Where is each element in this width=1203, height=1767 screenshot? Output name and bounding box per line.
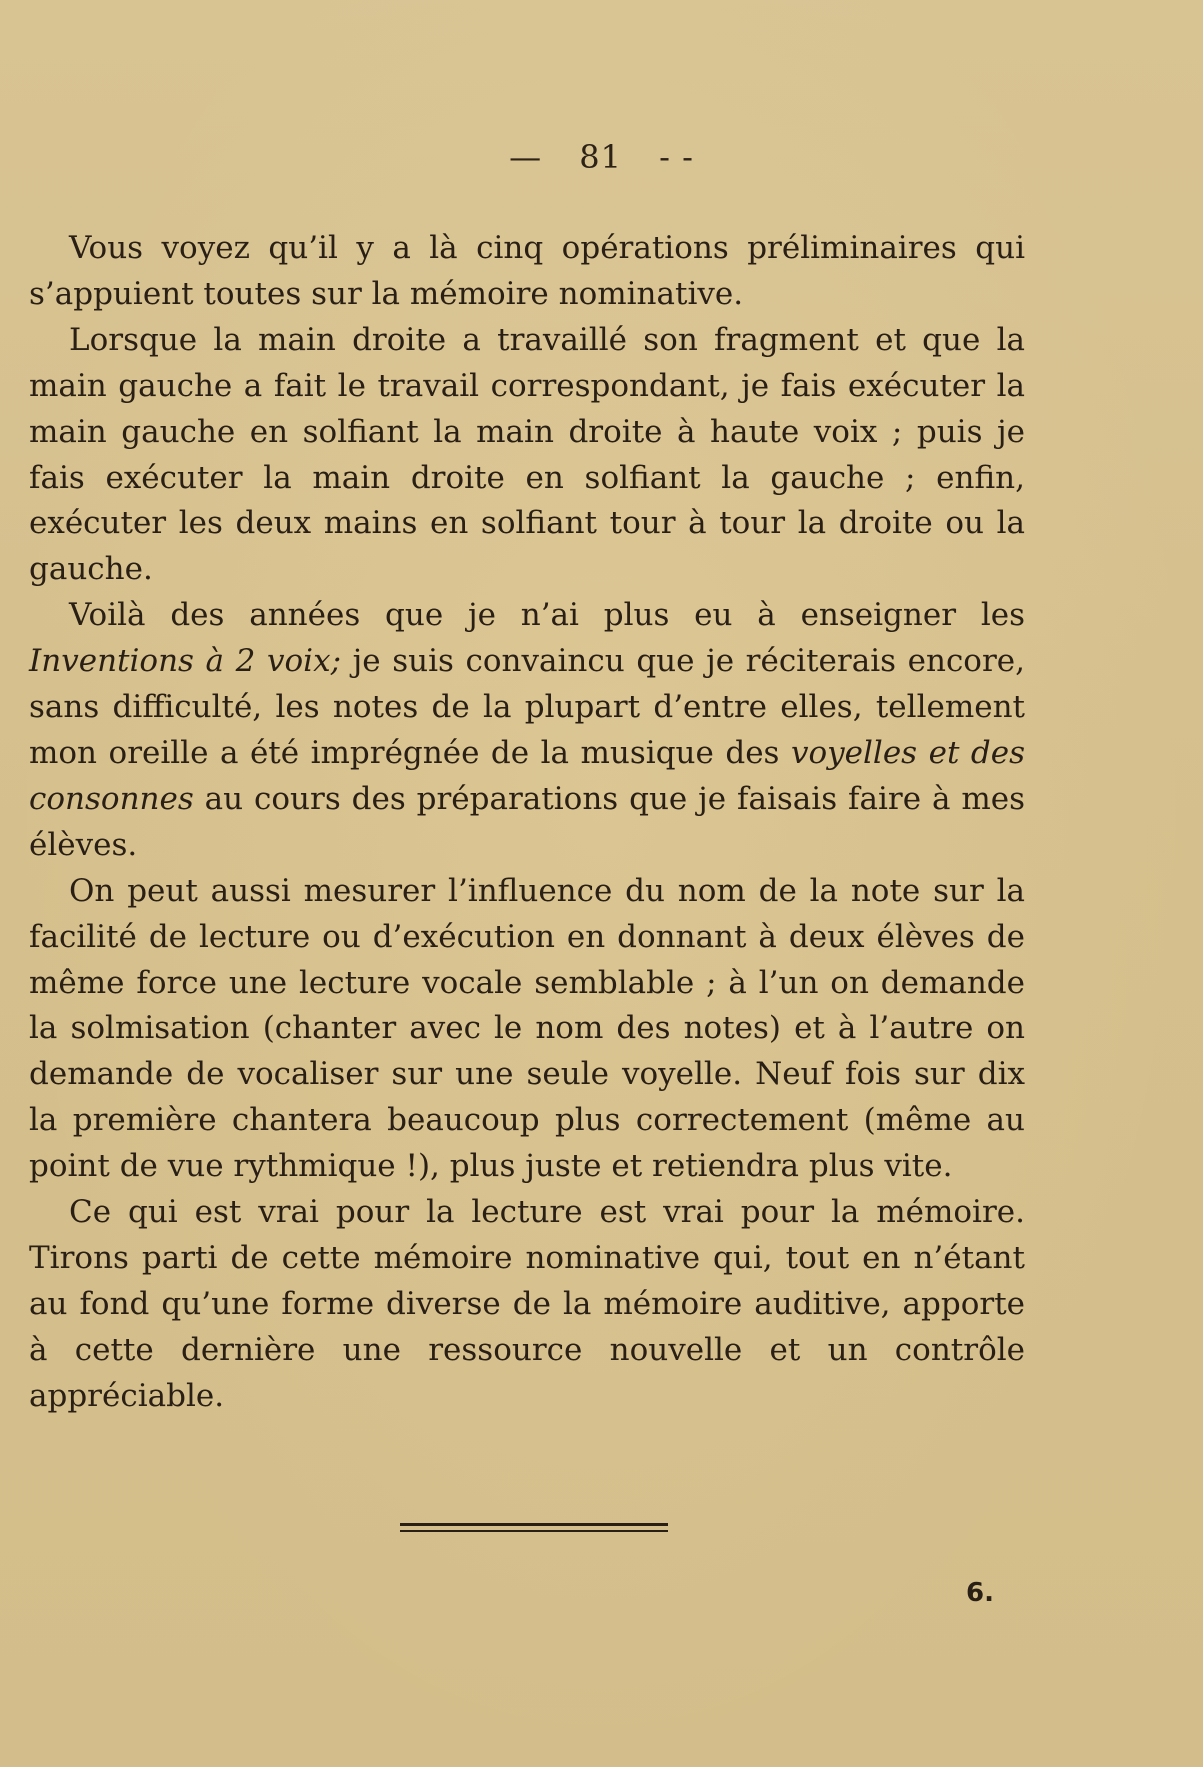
- paragraph-3-part-3: au cours des préparations que je faisais faire à mes élèves.: [29, 780, 1025, 863]
- paragraph-3-part-2: je suis convaincu que je réciterais encore, sans difficulté, les notes de la plupart d’entre elles, tellement mon oreille a été imprégnée de la musique des: [29, 643, 1025, 771]
- page-header: [0, 138, 1203, 176]
- section-rule-bottom: [400, 1530, 668, 1532]
- section-rule-top: [400, 1523, 668, 1526]
- paragraph-5: Ce qui est vrai pour la lecture est vrai pour la mémoire. Tirons parti de cette mémoire nominative qui, tout en n’étant au fond qu’une forme diverse de la mémoire auditive, apporte à cette dernière une ressource nouvelle et un contrôle appréciable.: [29, 1194, 1025, 1414]
- paragraph-1: Vous voyez qu’il y a là cinq opérations préliminaires qui s’appuient toutes sur la mémoire nominative.: [29, 230, 1025, 312]
- signature-mark: 6.: [966, 1578, 994, 1608]
- page-number: 81: [579, 138, 622, 176]
- paragraph-3: [29, 593, 1025, 868]
- paragraph-2: Lorsque la main droite a travaillé son fragment et que la main gauche a fait le travail correspondant, je fais exécuter la main gauche en solfiant la main droite à haute voix ; puis je fais exécuter la main droite en solfiant la gauche ; enfin, exécuter les deux mains en solfiant tour à tour la droite ou la gauche.: [29, 321, 1025, 588]
- paragraph-3-italic-2: voyelles et des consonnes: [29, 734, 1025, 817]
- paragraph-4: On peut aussi mesurer l’influence du nom de la note sur la facilité de lecture ou d’exécution en donnant à deux élèves de même force une lecture vocale semblable ; à l’un on demande la solmisation (chanter avec le nom des notes) et à l’autre on demande de vocaliser sur une seule voyelle. Neuf fois sur dix la première chantera beaucoup plus correctement (même au point de vue rythmique !), plus juste et retiendra plus vite.: [29, 872, 1025, 1185]
- body-text: [29, 226, 1025, 1420]
- header-dash-right: - -: [659, 138, 694, 176]
- paragraph-3-italic-1: Inventions à 2 voix;: [29, 643, 342, 680]
- paragraph-3-part-1: Voilà des années que je n’ai plus eu à enseigner les: [69, 597, 1025, 634]
- header-dash-left: —: [509, 138, 543, 176]
